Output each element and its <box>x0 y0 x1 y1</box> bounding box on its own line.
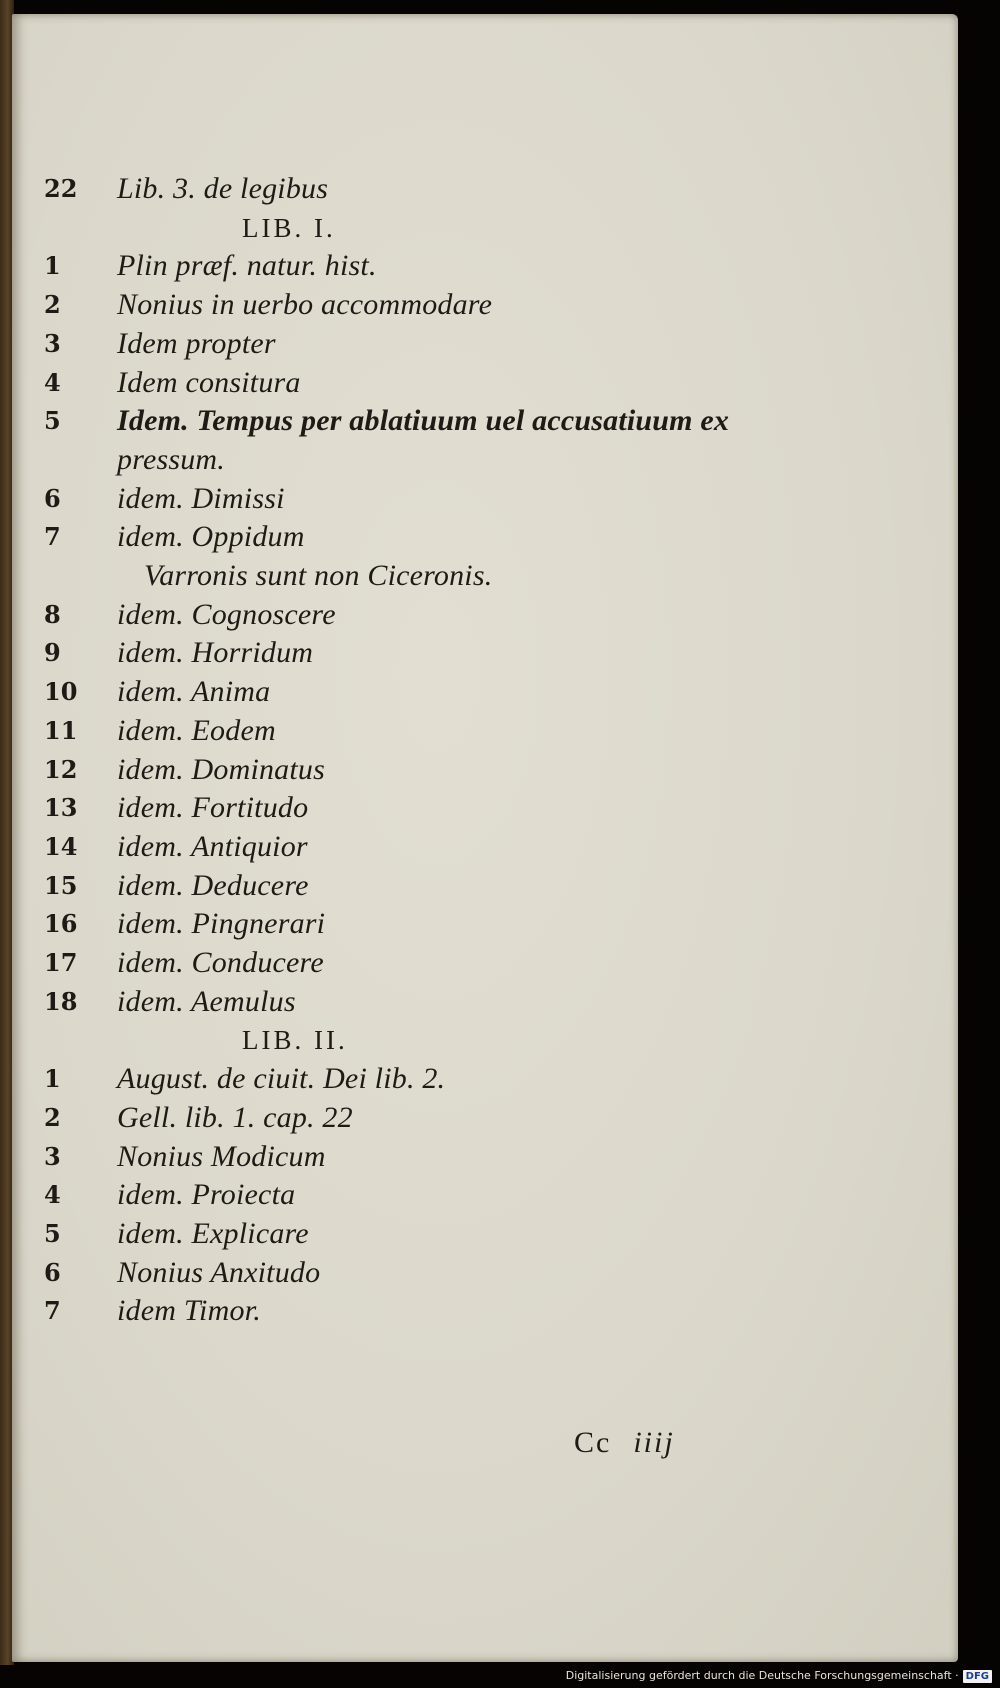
citation-text: idem. Conducere <box>117 946 324 979</box>
dfg-logo: DFG <box>963 1670 992 1683</box>
citation-text: idem. Cognoscere <box>117 597 336 631</box>
citation-text: idem. Aemulus <box>117 984 296 1018</box>
note-number: 1 <box>44 251 61 281</box>
note-number: 15 <box>44 870 78 900</box>
note-number: 5 <box>44 406 61 436</box>
note-number: 17 <box>44 948 78 977</box>
citation-text: idem. Pingnerari <box>117 907 326 941</box>
note-number: 1 <box>44 1064 61 1094</box>
citation-text: Idem consitura <box>117 365 301 399</box>
citation-text: Idem propter <box>117 326 276 360</box>
citation-text: idem. Anima <box>117 675 271 709</box>
citation-text: Gell. lib. 1. cap. 22 <box>117 1100 353 1134</box>
note-number: 6 <box>44 1257 61 1287</box>
citation-text: idem Timor. <box>117 1294 261 1328</box>
citation-text: idem. Proiecta <box>117 1178 296 1212</box>
citation-text: Varronis sunt non Ciceronis. <box>144 559 493 592</box>
citation-text: idem. Antiquior <box>117 829 308 863</box>
citation-text: pressum. <box>117 442 225 476</box>
citation-text: idem. Explicare <box>117 1216 309 1250</box>
note-number: 2 <box>44 1102 61 1132</box>
signature-numeral: iiij <box>633 1426 675 1459</box>
note-number: 5 <box>44 1218 61 1248</box>
citation-text: idem. Dominatus <box>117 752 325 786</box>
section-heading: LIB. II. <box>242 1025 348 1056</box>
note-number: 4 <box>44 1180 61 1210</box>
note-number: 2 <box>44 290 61 320</box>
note-number: 22 <box>44 174 78 203</box>
citation-text: Lib. 3. de legibus <box>117 172 329 205</box>
signature-letters: Cc <box>574 1426 612 1459</box>
note-number: 12 <box>44 754 78 784</box>
note-number: 4 <box>44 367 61 397</box>
citation-text: idem. Deducere <box>117 868 309 902</box>
note-number: 18 <box>44 986 78 1016</box>
signature-mark <box>574 1426 675 1460</box>
section-heading: LIB. I. <box>242 212 336 243</box>
citation-text: Idem. Tempus per ablatiuum uel accusatiuum ex <box>117 404 730 438</box>
note-number: 3 <box>44 1141 61 1171</box>
citation-text: Nonius in uerbo accommodare <box>117 288 493 322</box>
note-number: 7 <box>44 522 61 552</box>
citation-text: Nonius Anxitudo <box>117 1255 321 1289</box>
citation-text: idem. Eodem <box>117 713 276 747</box>
note-number: 3 <box>44 328 61 358</box>
note-number: 10 <box>44 677 78 707</box>
digitization-credit <box>566 1666 992 1686</box>
note-number: 13 <box>44 793 78 823</box>
book-page <box>12 14 958 1662</box>
citation-text: Nonius Modicum <box>117 1139 326 1173</box>
citation-text: August. de ciuit. Dei lib. 2. <box>117 1062 446 1096</box>
citation-text: Plin præf. natur. hist. <box>117 249 377 283</box>
citation-text: idem. Dimissi <box>117 481 285 515</box>
note-number: 6 <box>44 483 61 513</box>
note-number: 14 <box>44 831 78 861</box>
citation-text: idem. Fortitudo <box>117 791 309 825</box>
citation-text: idem. Oppidum <box>117 520 305 554</box>
note-number: 7 <box>44 1296 61 1326</box>
credit-text: Digitalisierung gefördert durch die Deutsche Forschungsgemeinschaft · <box>565 1669 959 1682</box>
note-number: 8 <box>44 599 61 629</box>
note-number: 9 <box>44 638 61 668</box>
note-number: 11 <box>44 715 78 745</box>
citation-text: idem. Horridum <box>117 636 314 670</box>
note-number: 16 <box>44 909 78 939</box>
